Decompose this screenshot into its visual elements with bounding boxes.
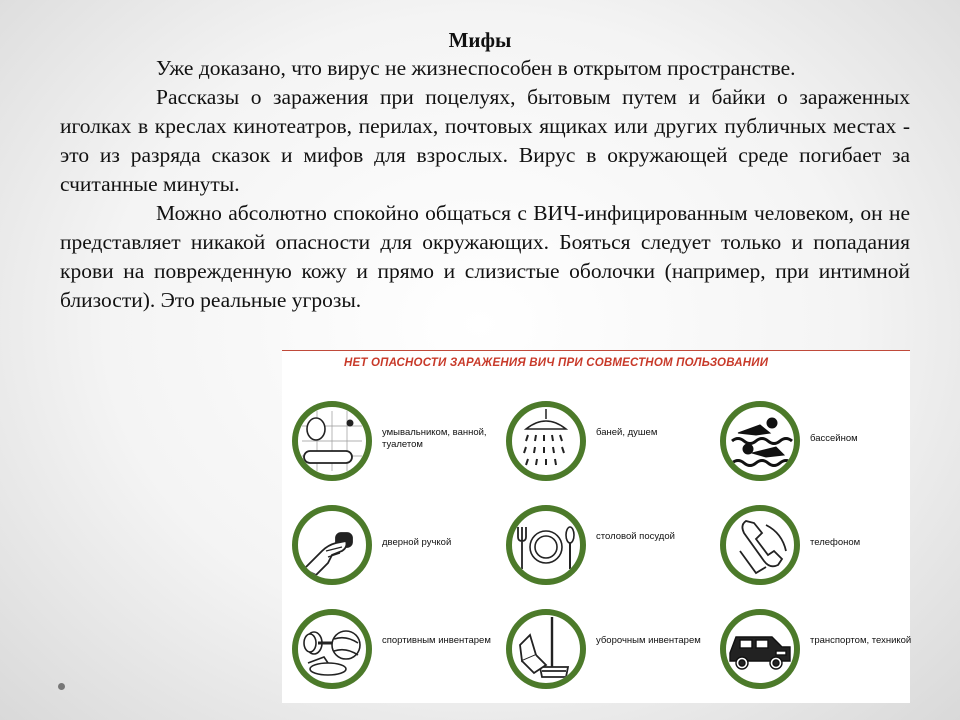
item-tableware: [496, 497, 696, 593]
item-label: дверной ручкой: [382, 537, 452, 548]
paragraph-1: Уже доказано, что вирус не жизнеспособен в открытом пространстве.: [156, 56, 796, 80]
body-text: [60, 54, 910, 315]
shower-icon: [506, 401, 586, 481]
swimmer-icon: [720, 401, 800, 481]
hiv-safety-infographic: [282, 350, 910, 703]
item-label: транспортом, техникой: [810, 635, 912, 646]
item-cleaning: [496, 601, 701, 697]
item-transport: [710, 601, 910, 697]
slide-bullet-dot: [58, 683, 65, 690]
item-shower: [496, 393, 696, 489]
item-bathroom: [282, 393, 487, 489]
item-label: спортивным инвентарем: [382, 635, 491, 646]
paragraph-2: Рассказы о заражения при поцелуях, бытовым путем и байки о зараженных иголках в креслах кинотеатров, перилах, почтовых ящиках или других публичных местах - это из разряда сказок и мифов для взрослых. Вирус в окружающей среде погибает за считанные минуты.: [60, 85, 910, 196]
cleaning-tools-icon: [506, 609, 586, 689]
item-pool: [710, 393, 910, 489]
phone-icon: [720, 505, 800, 585]
item-door-handle: [282, 497, 482, 593]
item-label: столовой посудой: [596, 531, 675, 542]
bathroom-icon: [292, 401, 372, 481]
sport-equipment-icon: [292, 609, 372, 689]
item-label: уборочным инвентарем: [596, 635, 701, 646]
item-label: баней, душем: [596, 427, 658, 438]
item-sport: [282, 601, 491, 697]
door-handle-icon: [292, 505, 372, 585]
car-icon: [720, 609, 800, 689]
item-label: телефоном: [810, 537, 861, 548]
item-phone: [710, 497, 910, 593]
item-label: умывальником, ванной, туалетом: [382, 427, 487, 450]
tableware-icon: [506, 505, 586, 585]
item-label: бассейном: [810, 433, 858, 444]
paragraph-3: Можно абсолютно спокойно общаться с ВИЧ-инфицированным человеком, он не представляет никакой опасности для окружающих. Бояться следует только и попадания крови на поврежденную кожу и прямо и слизистые оболочки (например, при интимной близости). Это реальные угрозы.: [60, 201, 910, 312]
slide-title: Мифы: [448, 28, 512, 52]
infographic-banner: НЕТ ОПАСНОСТИ ЗАРАЖЕНИЯ ВИЧ ПРИ СОВМЕСТНОМ ПОЛЬЗОВАНИИ: [344, 357, 769, 369]
infographic-grid: [282, 393, 910, 701]
